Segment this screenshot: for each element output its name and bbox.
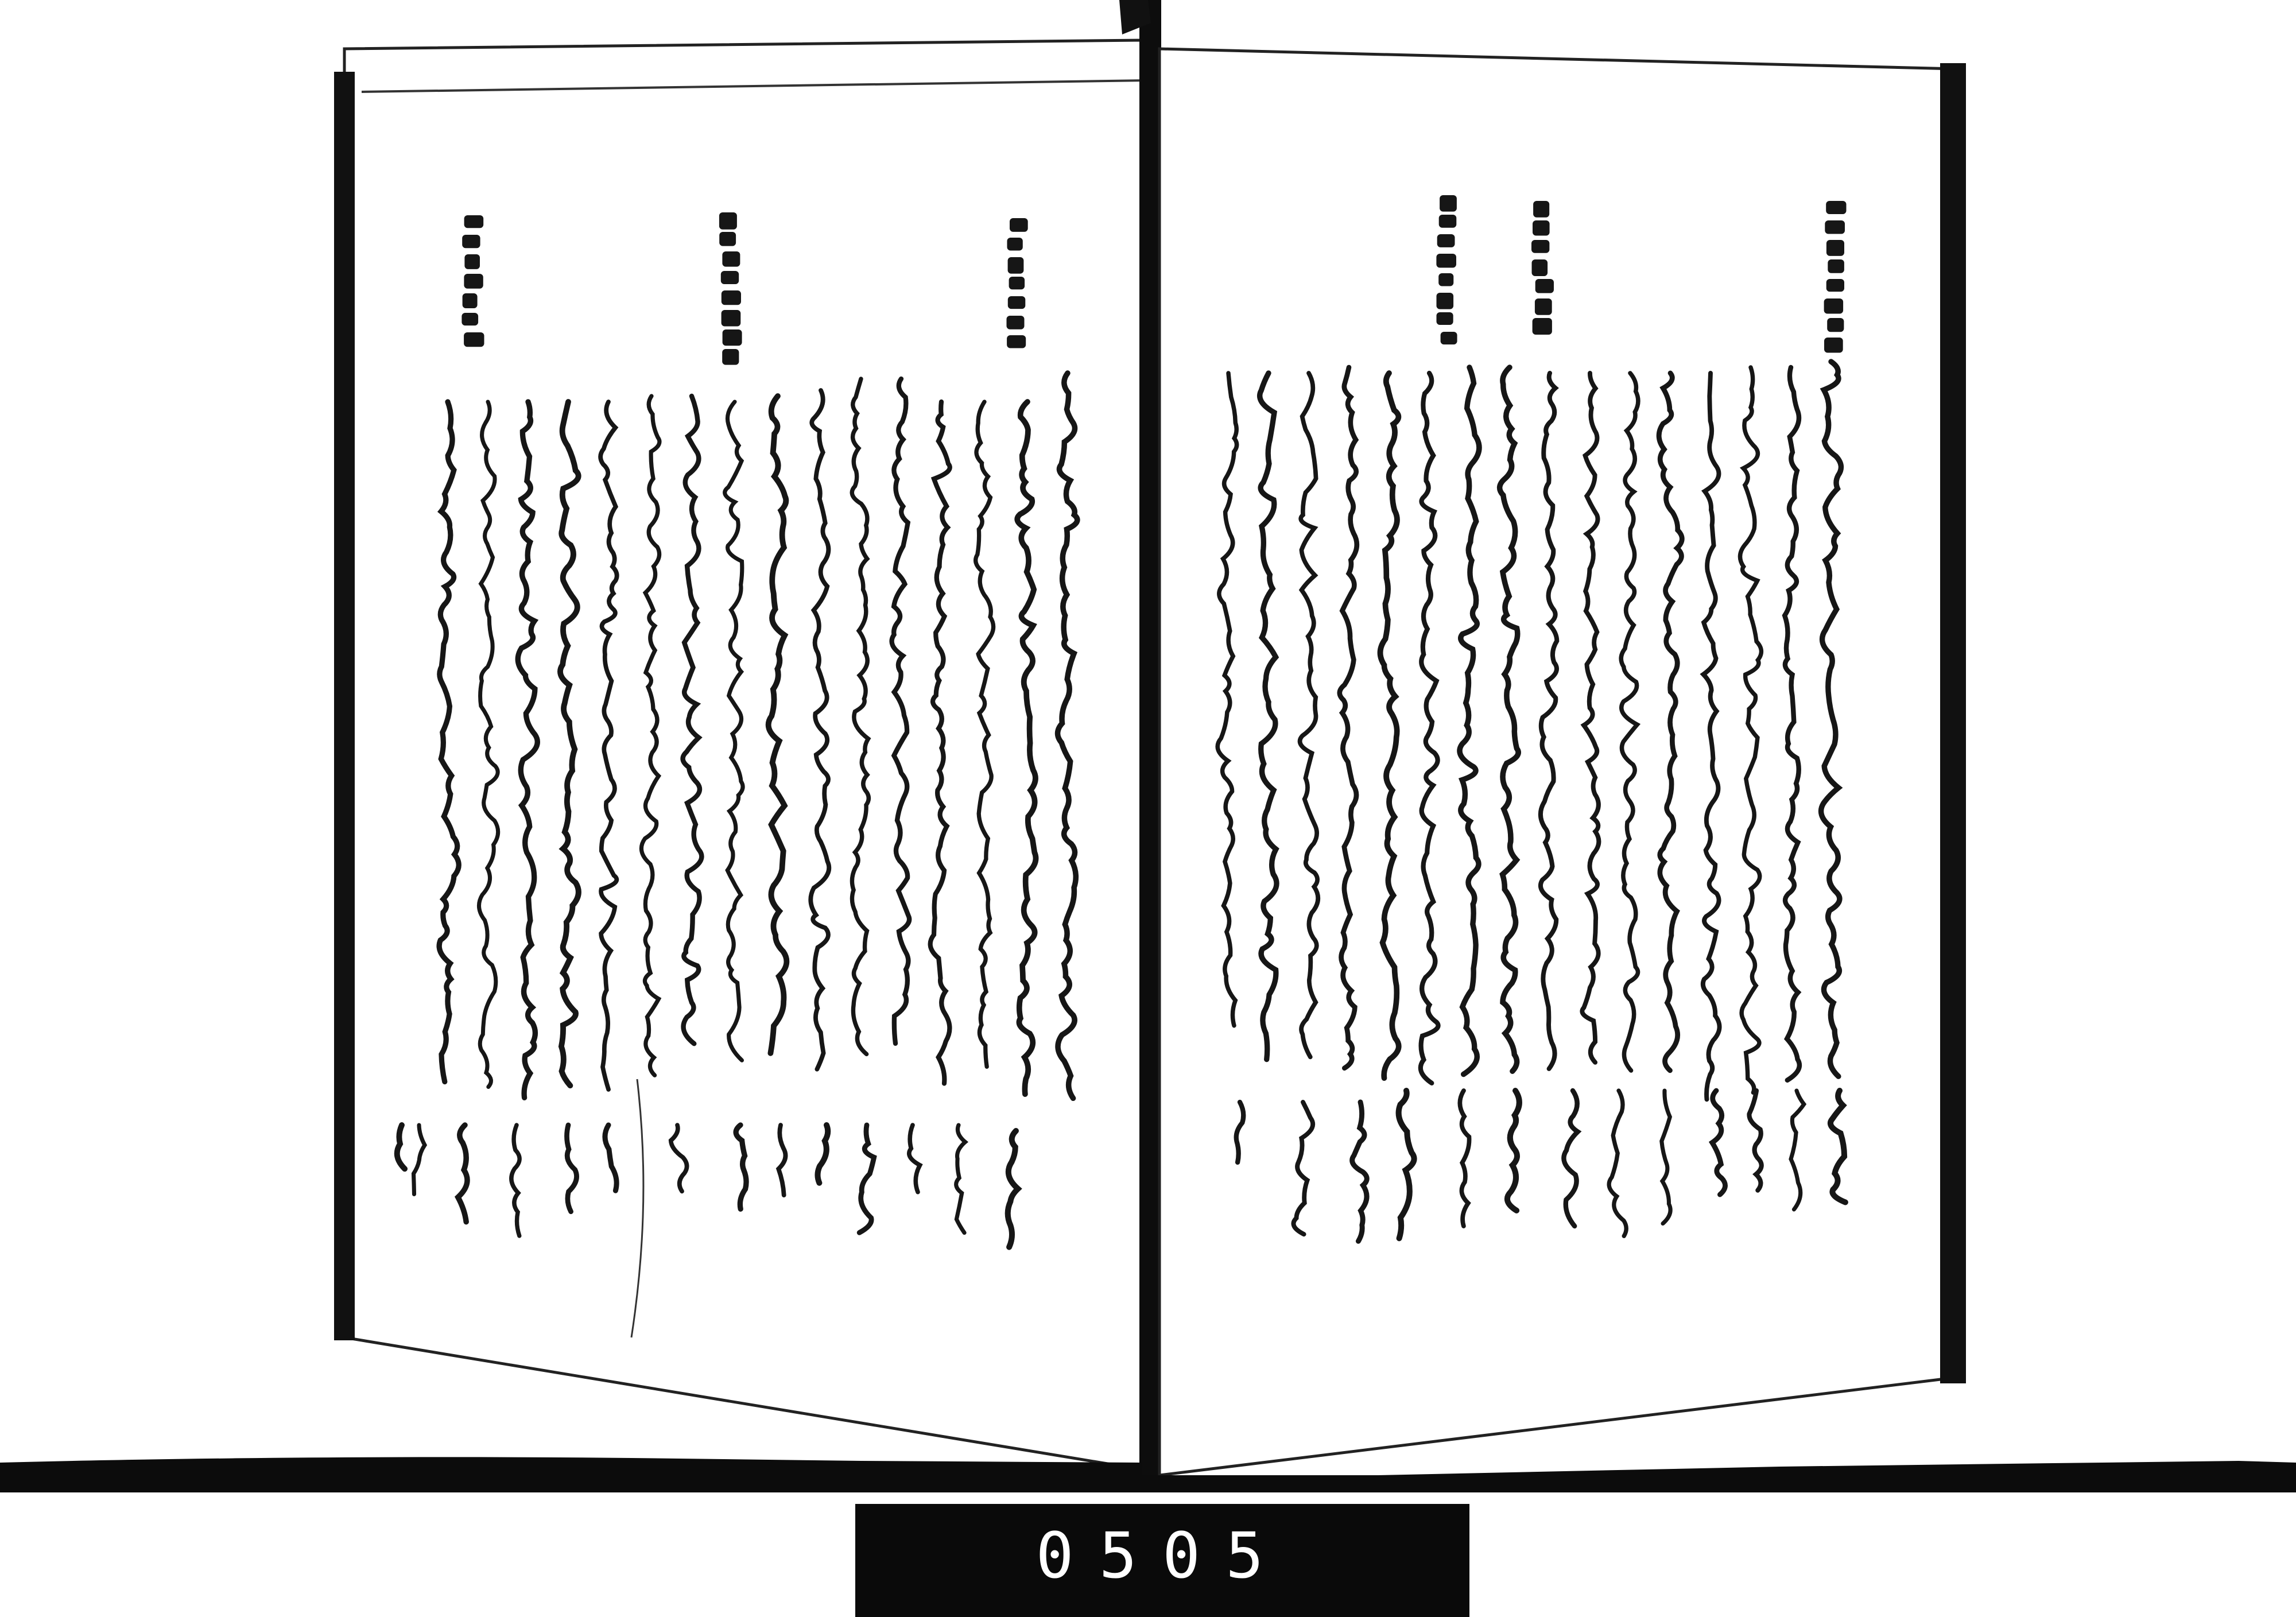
frame-number: 0505 (1035, 1519, 1289, 1592)
left-page-binding-edge (334, 72, 355, 1340)
gutter-shadow (1139, 0, 1161, 1492)
left-page (334, 40, 1148, 1469)
right-page (1159, 49, 1966, 1475)
left-page-outline (344, 40, 1142, 1469)
right-page-edge (1940, 63, 1966, 1383)
